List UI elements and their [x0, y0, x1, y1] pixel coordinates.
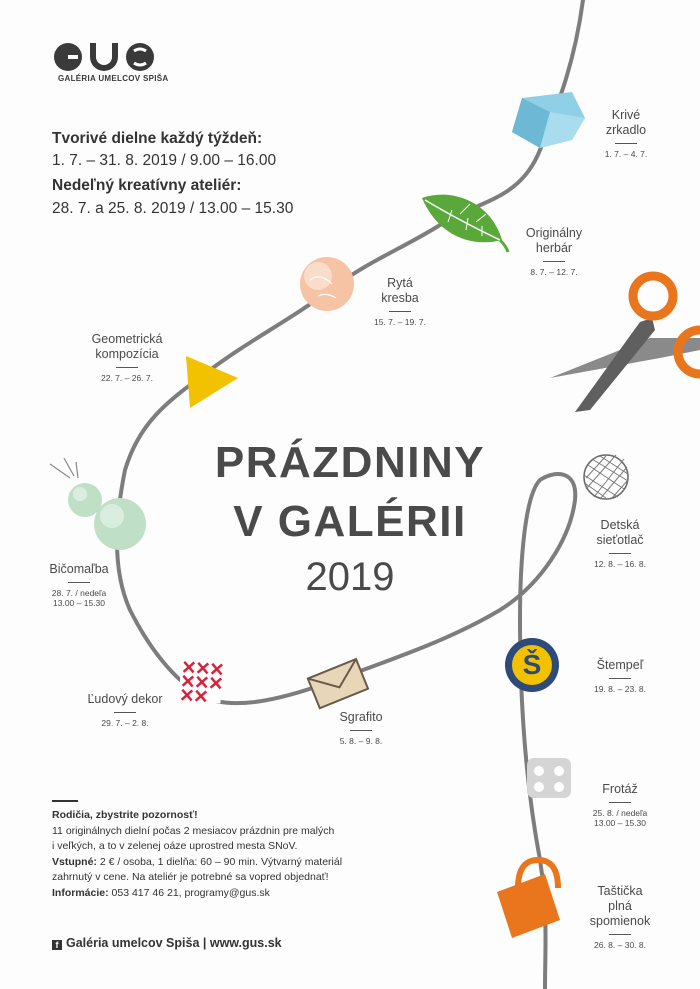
info-line-5: Informácie: 053 417 46 21, programy@gus.sk	[52, 886, 270, 899]
triangle-icon	[186, 356, 238, 408]
peach-ball-icon	[300, 257, 354, 311]
workshop-ludovy-dekor: Ľudový dekor 29. 7. – 2. 8.	[87, 692, 163, 728]
workshop-herbar: Originálny herbár 8. 7. – 12. 7.	[525, 226, 583, 277]
schedule-line-3: Nedeľný kreatívny ateliér:	[52, 177, 242, 194]
workshop-frotaz: Frotáž 25. 8. / nedeľa 13.00 – 15.30	[592, 782, 648, 828]
schedule-line-4: 28. 7. a 25. 8. 2019 / 13.00 – 15.30	[52, 200, 294, 217]
leaf-icon	[422, 195, 508, 252]
frottage-tile-icon	[527, 758, 571, 798]
schedule-line-1: Tvorivé dielne každý týždeň:	[52, 130, 263, 147]
info-heading: Rodičia, zbystrite pozornosť!	[52, 809, 198, 821]
stamp-letter: Š	[522, 649, 542, 680]
info-line-3: Vstupné: 2 € / osoba, 1 dielňa: 60 – 90 min. Výtvarný materiál	[52, 855, 343, 868]
workshop-detska-sietotlac: Detská sieťotlač 12. 8. – 16. 8.	[594, 518, 646, 569]
workshop-bicomalba: Bičomaľba 28. 7. / nedeľa 13.00 – 15.30	[49, 562, 109, 608]
info-line-4: zahrnutý v cene. Na ateliér je potrebné sa vopred objednať!	[52, 871, 329, 883]
workshop-ryta-kresba: Rytá kresba 15. 7. – 19. 7.	[374, 276, 426, 327]
workshop-geometricka: Geometrická kompozícia 22. 7. – 26. 7.	[91, 332, 163, 383]
workshop-sgrafito: Sgrafito 5. 8. – 9. 8.	[339, 710, 383, 746]
bag-icon	[497, 860, 560, 938]
footer-text: Galéria umelcov Spiša | www.gus.sk	[66, 936, 282, 950]
title-year: 2019	[305, 555, 395, 599]
crystal-icon	[512, 92, 585, 148]
info-block	[52, 808, 442, 901]
sgrafito-tile-icon	[308, 659, 368, 708]
workshop-stempel: Štempeľ 19. 8. – 23. 8.	[594, 658, 646, 694]
workshop-tasticka: Taštička plná spomienok 26. 8. – 30. 8.	[589, 884, 651, 950]
schedule-line-2: 1. 7. – 31. 8. 2019 / 9.00 – 16.00	[52, 152, 277, 169]
info-line-2: i veľkých, a to v zelenej oáze uprostred mesta SNoV.	[52, 840, 298, 852]
footer	[52, 936, 282, 950]
info-divider	[52, 800, 78, 802]
folk-pattern-icon	[179, 659, 224, 704]
scissors-icon	[550, 276, 700, 412]
gus-logo-icon	[54, 43, 154, 71]
logo-name: GALÉRIA UMELCOV SPIŠA	[58, 74, 169, 83]
facebook-icon: f	[52, 940, 62, 950]
workshop-krive-zrkadlo: Krivé zrkadlo 1. 7. – 4. 7.	[604, 108, 648, 159]
info-line-1: 11 originálnych dielní počas 2 mesiacov prázdnin pre malých	[52, 824, 335, 837]
title-line-1: PRÁZDNINY	[214, 438, 486, 487]
title-line-2: V GALÉRII	[233, 497, 467, 546]
